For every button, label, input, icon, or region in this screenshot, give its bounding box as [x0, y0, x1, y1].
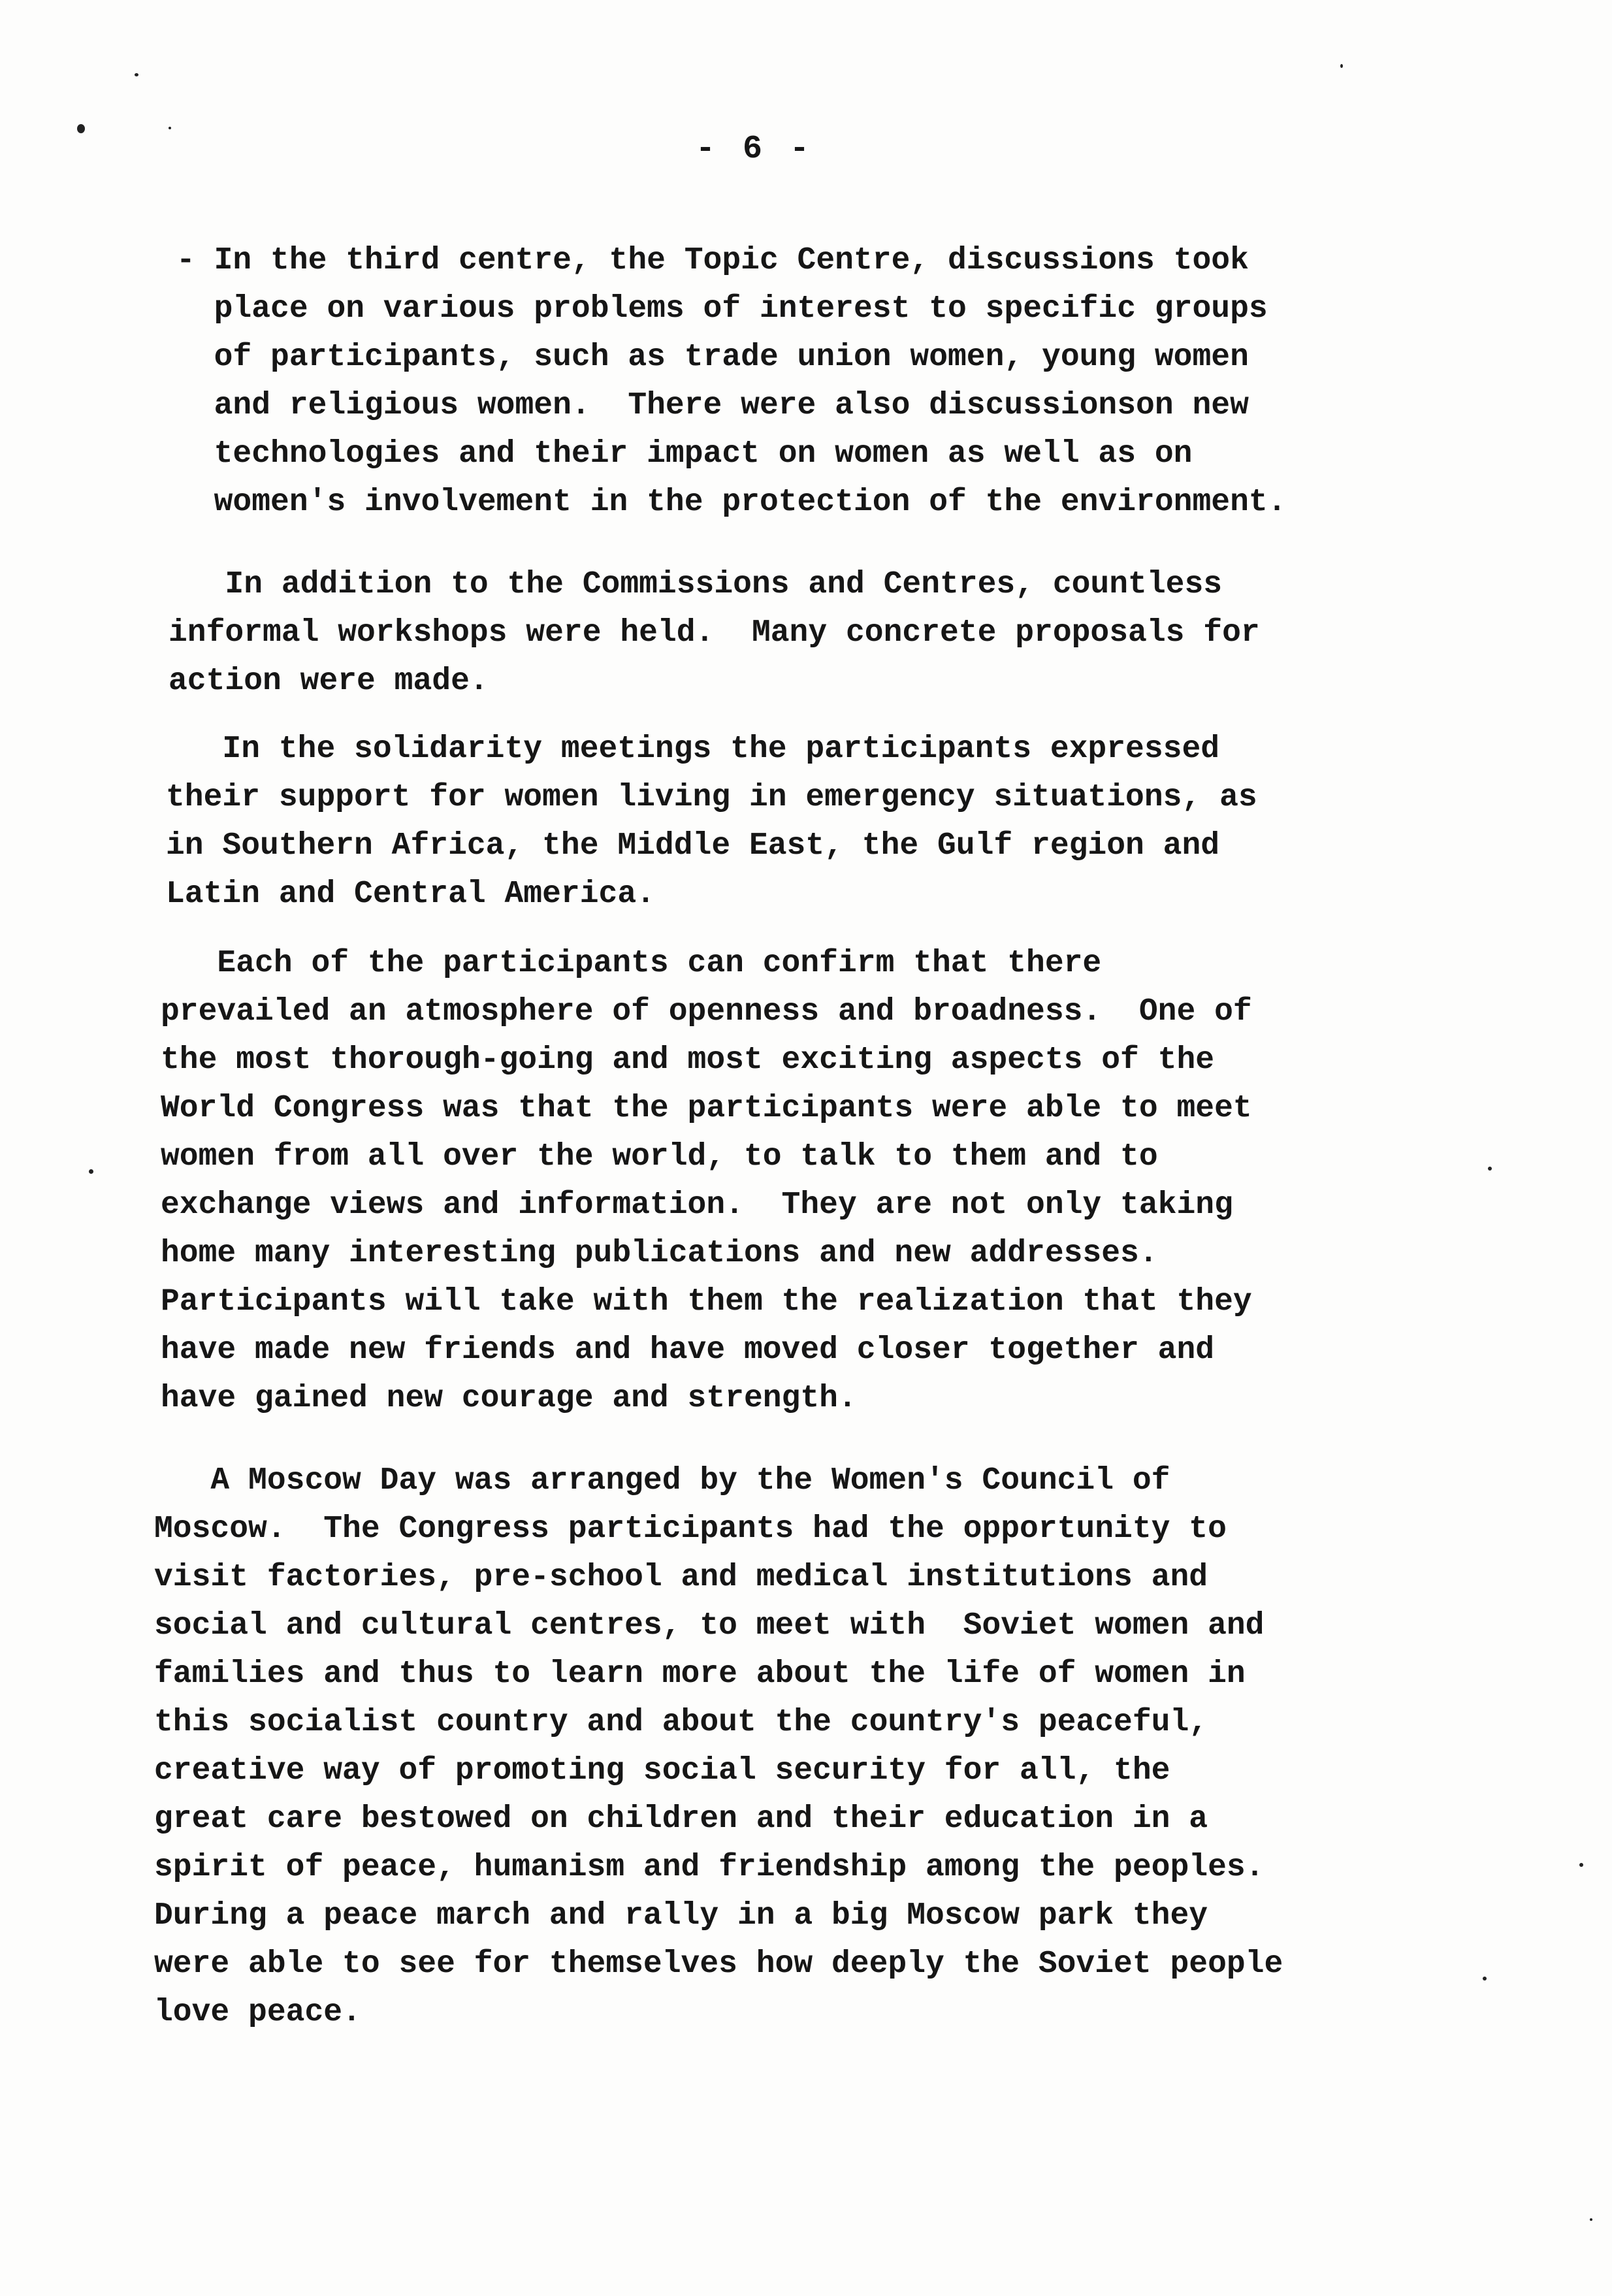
text-line: A Moscow Day was arranged by the Women's Council of — [154, 1463, 1170, 1498]
text-line: visit factories, pre-school and medical institutions and — [154, 1560, 1208, 1595]
text-line: home many interesting publications and new addresses. — [161, 1236, 1158, 1271]
text-line: World Congress was that the participants were able to meet — [161, 1091, 1252, 1126]
text-line: Each of the participants can confirm that there — [161, 946, 1102, 981]
paragraph-commissions — [169, 560, 1260, 705]
paragraph-solidarity — [166, 725, 1257, 918]
text-line: - In the third centre, the Topic Centre, discussions took — [176, 243, 1249, 278]
scan-speck — [135, 73, 138, 76]
scan-speck — [169, 127, 171, 129]
text-line: spirit of peace, humanism and friendship among the peoples. — [154, 1850, 1265, 1885]
scan-speck — [1579, 1863, 1583, 1867]
text-line: in Southern Africa, the Middle East, the Gulf region and — [166, 828, 1220, 864]
text-line: women's involvement in the protection of the environment. — [176, 485, 1287, 520]
text-line: Latin and Central America. — [166, 877, 655, 912]
text-line: prevailed an atmosphere of openness and broadness. One of — [161, 994, 1252, 1029]
text-line: love peace. — [154, 1995, 361, 2030]
text-line: social and cultural centres, to meet with Soviet women and — [154, 1608, 1265, 1643]
text-line: were able to see for themselves how deeply the Soviet people — [154, 1947, 1283, 1982]
text-line: place on various problems of interest to specific groups — [176, 291, 1268, 327]
text-line: During a peace march and rally in a big Moscow park they — [154, 1898, 1208, 1933]
scan-speck — [1340, 64, 1343, 68]
scan-speck — [89, 1169, 93, 1174]
text-line: their support for women living in emergency situations, as — [166, 780, 1257, 815]
paragraph-topic-centre — [176, 236, 1286, 526]
text-line: creative way of promoting social security for all, the — [154, 1753, 1170, 1788]
text-line: In addition to the Commissions and Centres, countless — [169, 567, 1223, 602]
text-line: Participants will take with them the realization that they — [161, 1284, 1252, 1319]
text-line: of participants, such as trade union women, young women — [176, 340, 1249, 375]
text-line: women from all over the world, to talk to them and to — [161, 1139, 1158, 1174]
text-line: action were made. — [169, 664, 489, 699]
paragraph-atmosphere — [161, 939, 1252, 1423]
text-line: In the solidarity meetings the participants expressed — [166, 732, 1220, 767]
text-line: have made new friends and have moved closer together and — [161, 1333, 1215, 1368]
scan-speck — [1483, 1977, 1487, 1981]
scan-speck — [1590, 2218, 1592, 2221]
text-line: have gained new courage and strength. — [161, 1381, 857, 1416]
scan-speck — [77, 124, 85, 133]
scan-speck — [1488, 1167, 1492, 1171]
text-line: exchange views and information. They are not only taking — [161, 1188, 1233, 1223]
text-line: Moscow. The Congress participants had the opportunity to — [154, 1512, 1227, 1547]
text-line: this socialist country and about the country's peaceful, — [154, 1705, 1208, 1740]
text-line: families and thus to learn more about the life of women in — [154, 1657, 1246, 1692]
paragraph-moscow-day — [154, 1457, 1283, 2037]
text-line: and religious women. There were also discussionson new — [176, 388, 1249, 423]
text-line: technologies and their impact on women as well as on — [176, 436, 1193, 472]
text-line: the most thorough-going and most exciting aspects of the — [161, 1043, 1215, 1078]
page-number: - 6 - — [695, 131, 814, 168]
text-line: great care bestowed on children and their education in a — [154, 1802, 1208, 1837]
text-line: informal workshops were held. Many concrete proposals for — [169, 615, 1260, 651]
